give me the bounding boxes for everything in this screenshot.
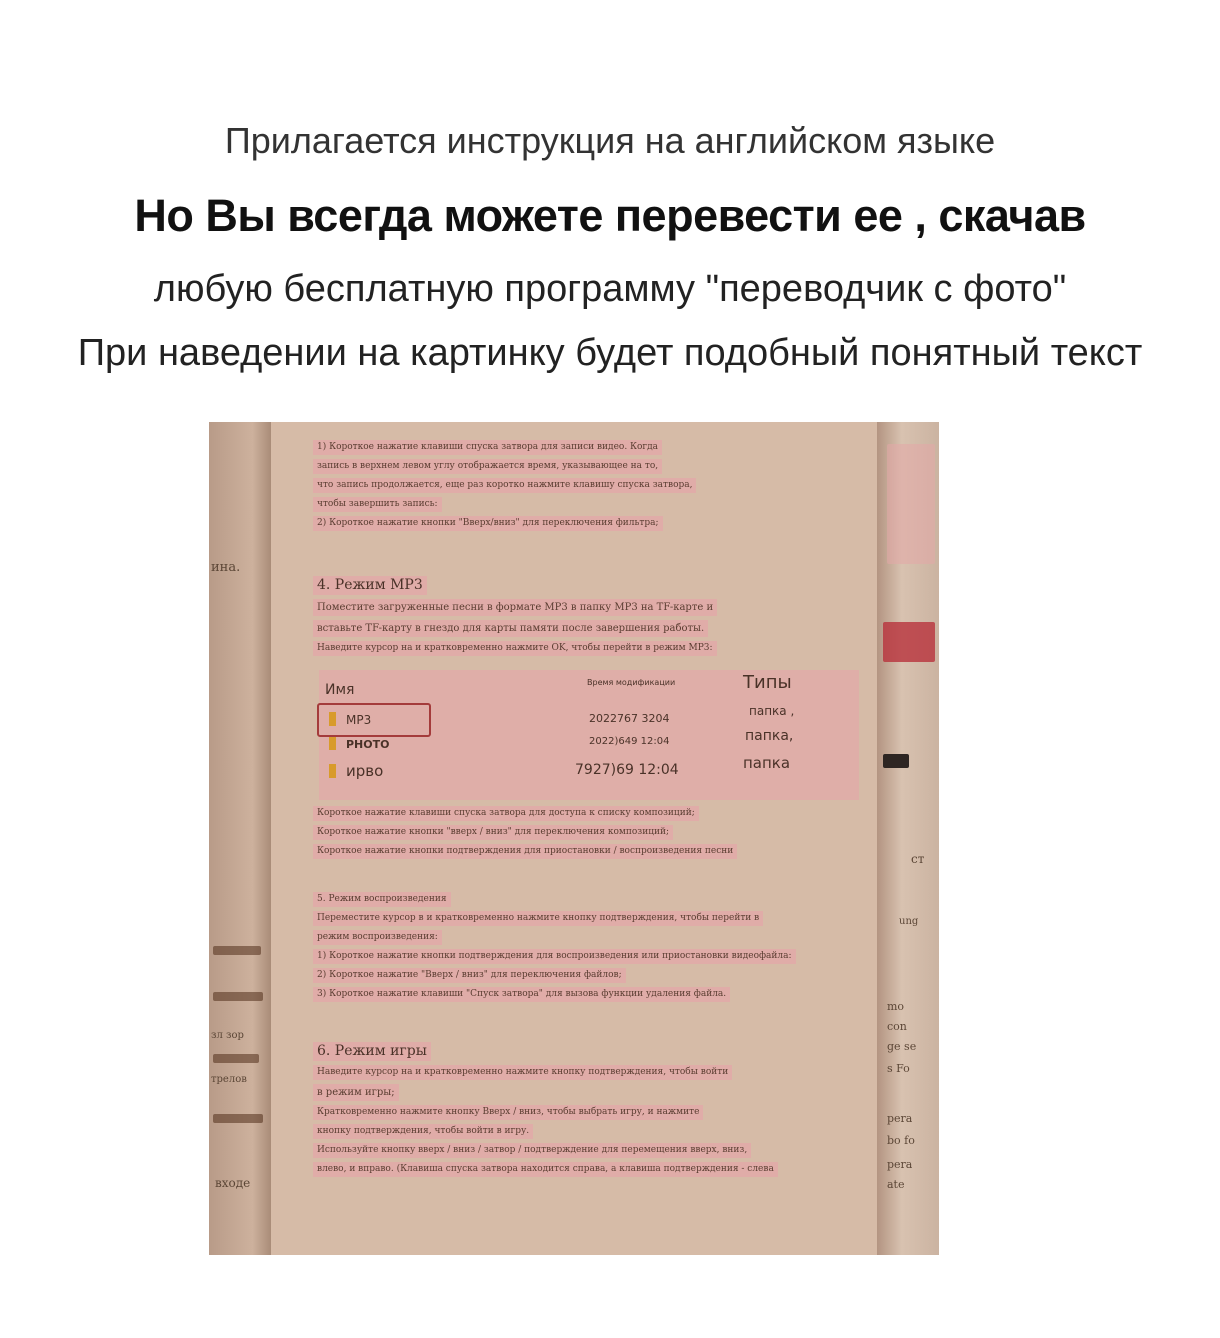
table-row	[329, 762, 383, 780]
folder-icon	[329, 736, 336, 750]
right-edge-text: bo fo	[887, 1134, 915, 1147]
subtitle-line-4: При наведении на картинку будет подобный понятный текст	[77, 332, 1143, 374]
text-line: режим воспроизведения:	[313, 930, 442, 945]
file-time: 2022)649 12:04	[589, 736, 670, 747]
text-line: 3) Короткое нажатие клавиши "Спуск затвора" для вызова функции удаления файла.	[313, 987, 730, 1002]
text-line: Поместите загруженные песни в формате MP3 в папку MP3 на TF-карте и	[313, 599, 717, 616]
file-time: 2022767 3204	[589, 712, 670, 725]
file-name: ирво	[346, 762, 384, 780]
file-type: папка,	[745, 728, 794, 744]
column-type-header: Типы	[743, 672, 792, 693]
left-page-edge	[209, 422, 271, 1255]
text-line: 2) Короткое нажатие кнопки "Вверх/вниз" для переключения фильтра;	[313, 516, 663, 531]
text-line: влево, и вправо. (Клавиша спуска затвора находится справа, а клавиша подтверждения - слева	[313, 1162, 778, 1177]
section-heading: 5. Режим воспроизведения	[313, 892, 451, 907]
text-line: Переместите курсор в и кратковременно нажмите кнопку подтверждения, чтобы перейти в	[313, 911, 763, 926]
intro-block	[313, 440, 873, 535]
game-section	[313, 1042, 873, 1181]
left-edge-text: зл зор	[211, 1030, 244, 1041]
instruction-photo	[209, 422, 939, 1255]
file-type: папка ,	[749, 704, 795, 718]
text-line: Наведите курсор на и кратковременно нажмите кнопку подтверждения, чтобы войти	[313, 1065, 732, 1080]
text-line: Кратковременно нажмите кнопку Вверх / вниз, чтобы выбрать игру, и нажмите	[313, 1105, 703, 1120]
file-time: 7927)69 12:04	[575, 762, 679, 778]
file-type: папка	[743, 754, 791, 772]
right-edge-text: pera	[887, 1158, 913, 1171]
mp3-selection-frame	[317, 703, 431, 737]
right-edge-text: ge se	[887, 1040, 917, 1053]
subtitle-line-1: Прилагается инструкция на английском языке	[224, 120, 996, 161]
mp3-controls	[313, 806, 873, 863]
left-edge-text: ина.	[211, 560, 241, 575]
right-edge-text: ung	[899, 916, 919, 927]
folder-icon	[329, 764, 336, 778]
right-edge-text: mo	[887, 1000, 905, 1013]
mp3-section	[313, 576, 873, 660]
text-line: Наведите курсор на и кратковременно нажмите OK, чтобы перейти в режим MP3:	[313, 641, 717, 656]
text-line: что запись продолжается, еще раз коротко нажмите клавишу спуска затвора,	[313, 478, 696, 493]
file-name: PHOTO	[346, 738, 390, 751]
text-line: чтобы завершить запись:	[313, 497, 442, 512]
subtitle-line-3: любую бесплатную программу "переводчик с фото"	[153, 268, 1067, 310]
text-line: 1) Короткое нажатие клавиши спуска затвора для записи видео. Когда	[313, 440, 662, 455]
right-edge-text: pera	[887, 1112, 913, 1125]
file-name: MP3	[346, 713, 372, 727]
text-line: кнопку подтверждения, чтобы войти в игру.	[313, 1124, 533, 1139]
right-edge-text: con	[887, 1020, 907, 1033]
right-edge-text: ст	[911, 852, 925, 866]
section-heading: 6. Режим игры	[313, 1042, 431, 1061]
table-row	[329, 736, 389, 751]
text-line: Короткое нажатие кнопки "вверх / вниз" для переключения композиций;	[313, 825, 673, 840]
left-edge-text: входе	[215, 1176, 251, 1190]
column-time-header: Время модификации	[587, 678, 676, 687]
section-heading: 4. Режим MP3	[313, 576, 427, 595]
text-line: Короткое нажатие клавиши спуска затвора для доступа к списку композиций;	[313, 806, 699, 821]
column-name-header: Имя	[325, 682, 355, 698]
left-edge-text: трелов	[211, 1074, 247, 1085]
right-edge-text: s Fo	[887, 1062, 910, 1075]
text-line: 2) Короткое нажатие "Вверх / вниз" для переключения файлов;	[313, 968, 626, 983]
text-line: вставьте TF-карту в гнездо для карты памяти после завершения работы.	[313, 620, 708, 637]
play-section	[313, 892, 873, 1006]
right-page-edge	[877, 422, 939, 1255]
text-line: 1) Короткое нажатие кнопки подтверждения для воспроизведения или приостановки видеофайла:	[313, 949, 796, 964]
text-line: Используйте кнопку вверх / вниз / затвор / подтверждение для перемещения вверх, вниз,	[313, 1143, 751, 1158]
text-line: запись в верхнем левом углу отображается время, указывающее на то,	[313, 459, 662, 474]
text-line: Короткое нажатие кнопки подтверждения для приостановки / воспроизведения песни	[313, 844, 737, 859]
manual-page	[271, 422, 877, 1255]
text-line: в режим игры;	[313, 1084, 399, 1101]
headline-bold: Но Вы всегда можете перевести ее , скачав	[134, 190, 1086, 241]
right-edge-text: ate	[887, 1178, 905, 1191]
